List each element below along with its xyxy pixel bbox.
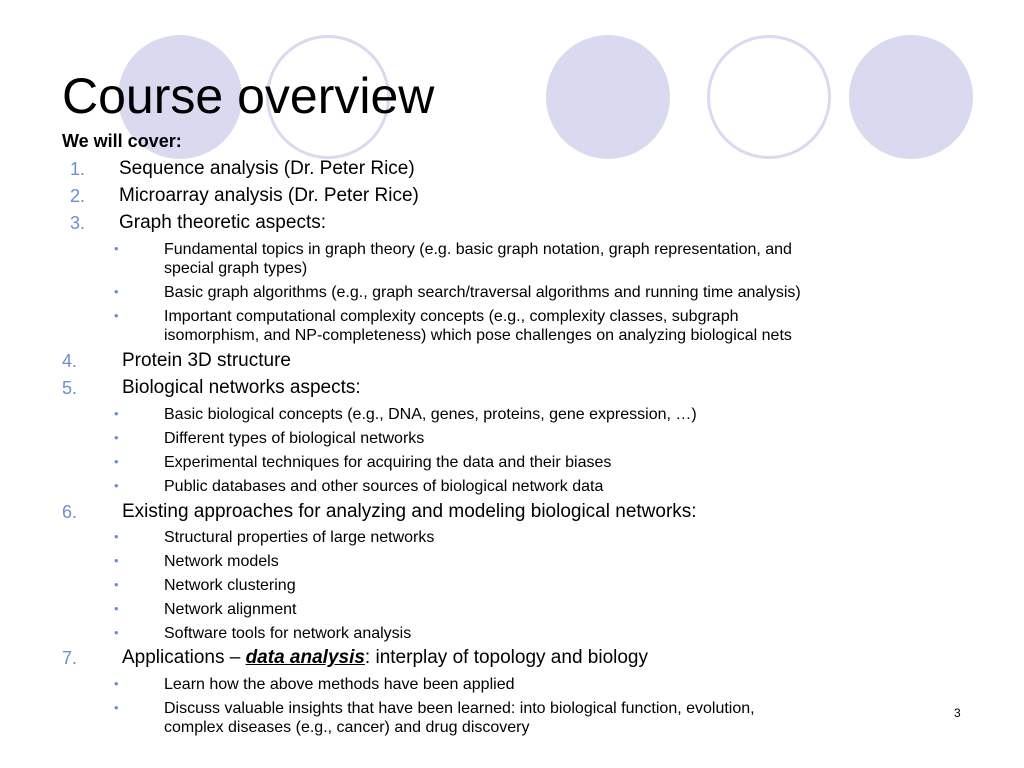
item-number: 5. <box>62 378 78 398</box>
sub-item-text: Learn how the above methods have been applied <box>164 676 515 693</box>
bullet-icon: • <box>114 284 119 299</box>
emphasized-text: data analysis <box>245 647 365 668</box>
bullet-icon: • <box>114 553 119 568</box>
bullet-icon: • <box>114 454 119 469</box>
item-text: Protein 3D structure <box>122 350 291 371</box>
bullet-icon: • <box>114 406 119 421</box>
slide-subtitle: We will cover: <box>62 131 182 151</box>
sub-item-text: Basic graph algorithms (e.g., graph search/traversal algorithms and running time analysis) <box>164 284 801 301</box>
decor-circle-5 <box>849 35 973 159</box>
sub-item-text: Basic biological concepts (e.g., DNA, genes, proteins, gene expression, …) <box>164 406 697 423</box>
item-number: 3. <box>70 213 86 233</box>
page-number: 3 <box>954 706 961 720</box>
sub-item-text: Public databases and other sources of biological network data <box>164 478 604 495</box>
bullet-icon: • <box>114 676 119 691</box>
sub-item-text: Structural properties of large networks <box>164 529 435 546</box>
item-number: 2. <box>70 186 86 206</box>
sub-item-text: Network clustering <box>164 577 296 594</box>
item-number: 6. <box>62 502 78 522</box>
bullet-icon: • <box>114 625 119 640</box>
bullet-icon: • <box>114 577 119 592</box>
bullet-icon: • <box>114 430 119 445</box>
item-number: 1. <box>70 159 86 179</box>
item-text: Biological networks aspects: <box>122 377 361 398</box>
bullet-icon: • <box>114 241 119 256</box>
bullet-icon: • <box>114 529 119 544</box>
sub-item-text: Experimental techniques for acquiring the data and their biases <box>164 454 612 471</box>
item-text: Microarray analysis (Dr. Peter Rice) <box>119 185 419 206</box>
slide-title: Course overview <box>62 68 435 124</box>
item-number: 7. <box>62 648 78 668</box>
item-text: Applications – data analysis: interplay of topology and biology <box>122 647 649 668</box>
item-text: Sequence analysis (Dr. Peter Rice) <box>119 158 415 179</box>
decor-circle-4 <box>707 35 831 159</box>
item-number: 4. <box>62 351 78 371</box>
sub-item-text: Different types of biological networks <box>164 430 425 447</box>
sub-item-text: Discuss valuable insights that have been learned: into biological function, evolution, complex diseases (e.g., cancer) and drug discovery <box>164 700 755 736</box>
sub-item-text: Fundamental topics in graph theory (e.g. basic graph notation, graph representation, and special graph types) <box>164 241 792 277</box>
sub-item-text: Important computational complexity concepts (e.g., complexity classes, subgraph isomorphism, and NP-completeness) which pose challenges on analyzing biological nets <box>164 308 792 344</box>
bullet-icon: • <box>114 700 119 715</box>
bullet-icon: • <box>114 478 119 493</box>
item-text: Existing approaches for analyzing and modeling biological networks: <box>122 501 697 522</box>
sub-item-text: Network alignment <box>164 601 297 618</box>
item-text: Graph theoretic aspects: <box>119 212 326 233</box>
bullet-icon: • <box>114 308 119 323</box>
bullet-icon: • <box>114 601 119 616</box>
sub-item-text: Network models <box>164 553 279 570</box>
decor-circle-3 <box>546 35 670 159</box>
sub-item-text: Software tools for network analysis <box>164 625 412 642</box>
